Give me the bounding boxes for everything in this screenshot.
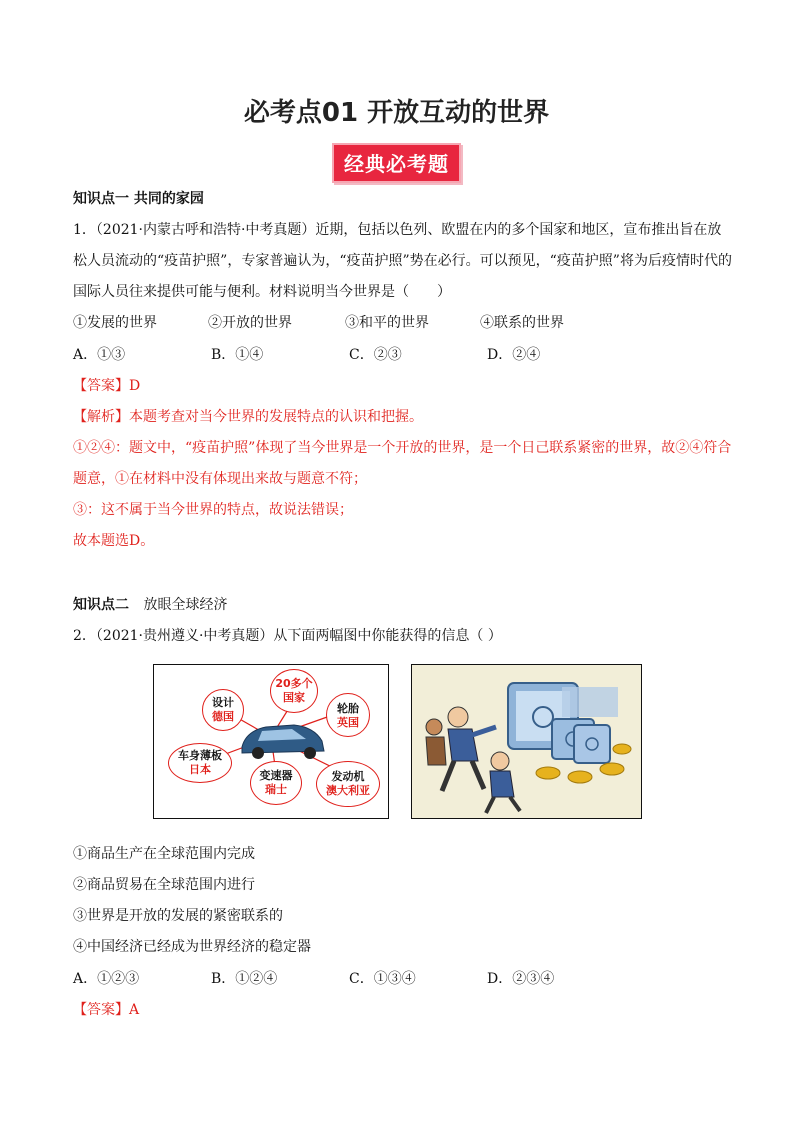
q2-statement-4: ④中国经济已经成为世界经济的稳定器	[73, 939, 311, 955]
q1-statement-1: ①发展的世界	[73, 315, 157, 331]
q2-choice-b: B．①②④	[211, 971, 278, 987]
q2-statement-1: ①商品生产在全球范围内完成	[73, 846, 255, 862]
bubble-countries: 20多个 国家	[270, 669, 318, 713]
q1-choice-a: A．①③	[73, 347, 126, 363]
q2-answer: 【答案】A	[73, 1002, 140, 1018]
bubble-tires: 轮胎 英国	[326, 693, 370, 737]
q1-line1: 1．（2021·内蒙古呼和浩特·中考真题）近期，包括以色列、欧盟在内的多个国家和地区，宣布推出旨在放	[73, 222, 722, 238]
q1-analysis-line3: 题意，①在材料中没有体现出来故与题意不符；	[73, 471, 367, 487]
section2-heading-title: 放眼全球经济	[143, 597, 228, 613]
q1-choice-b: B．①④	[211, 347, 264, 363]
q1-analysis-line5: 故本题选D。	[73, 533, 155, 549]
cartoon-figure	[411, 664, 642, 819]
q2-statement-2: ②商品贸易在全球范围内进行	[73, 877, 255, 893]
q1-analysis-line1: 【解析】本题考查对当今世界的发展特点的认识和把握。	[73, 409, 423, 425]
section2-heading	[73, 594, 227, 614]
car-icon	[242, 725, 324, 759]
q2-choice-c: C．①③④	[349, 971, 416, 987]
q1-answer: 【答案】D	[73, 378, 141, 394]
q1-line3: 国际人员往来提供可能与便利。材料说明当今世界是（ ）	[73, 284, 451, 300]
q1-statement-3: ③和平的世界	[345, 315, 429, 331]
q1-analysis-line4: ③：这不属于当今世界的特点，故说法错误；	[73, 502, 353, 518]
section1-heading: 知识点一 共同的家园	[73, 191, 204, 207]
q1-analysis-line2: ①②④：题文中，“疫苗护照”体现了当今世界是一个开放的世界，是一个日己联系紧密的世界，故②④符合	[73, 440, 732, 456]
classic-question-badge: 经典必考题	[332, 143, 461, 183]
q2-question: 2．（2021·贵州遵义·中考真题）从下面两幅图中你能获得的信息（ ）	[73, 628, 502, 644]
badge-container	[0, 143, 793, 183]
q1-choice-c: C．②③	[349, 347, 402, 363]
car-components-figure	[153, 664, 389, 819]
q1-choice-d: D．②④	[487, 347, 541, 363]
section2-heading-label: 知识点二	[73, 597, 129, 613]
q2-choice-d: D．②③④	[487, 971, 555, 987]
bubble-body-panel: 车身薄板 日本	[168, 743, 232, 783]
page-title: 必考点01 开放互动的世界	[243, 98, 550, 128]
q1-statement-4: ④联系的世界	[480, 315, 564, 331]
bubble-engine: 发动机 澳大利亚	[316, 761, 380, 807]
cartoon-illustration	[412, 665, 641, 818]
q1-line2: 松人员流动的“疫苗护照”，专家普遍认为，“疫苗护照”势在必行。可以预见，“疫苗护照”将为后疫情时代的	[73, 253, 732, 269]
q2-choice-a: A．①②③	[73, 971, 140, 987]
bubble-design: 设计 德国	[202, 689, 244, 731]
q2-statement-3: ③世界是开放的发展的紧密联系的	[73, 908, 283, 924]
bubble-transmission: 变速器 瑞士	[250, 761, 302, 805]
q1-statement-2: ②开放的世界	[208, 315, 292, 331]
